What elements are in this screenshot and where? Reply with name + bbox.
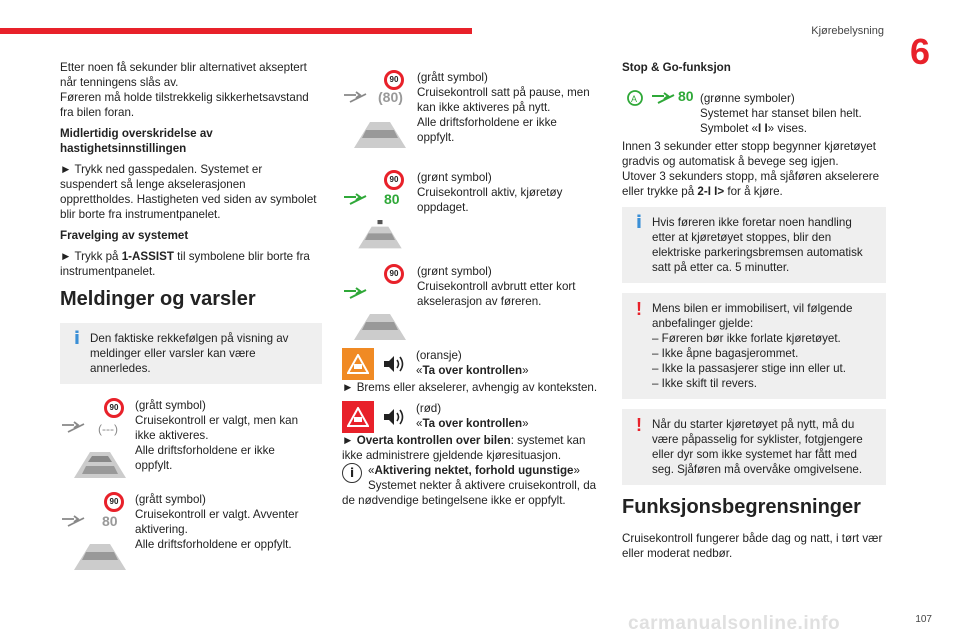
left-column bbox=[60, 60, 322, 586]
message-item bbox=[60, 398, 322, 492]
cruise-value: 80 bbox=[102, 513, 118, 529]
stop-go-text: (grønne symboler) Systemet har stanset bilen helt. Symbolet «I I» vises. bbox=[700, 92, 862, 135]
warning-note: ! Når du starter kjøretøyet på nytt, må du være påpasselig for syklister, fotgjengere eller dyr som ikke systemet har fått med seg. Sjåføren må overvåke omgivelsene. bbox=[622, 409, 886, 485]
road-icon bbox=[352, 312, 408, 342]
section-title: Meldinger og varsler bbox=[60, 288, 256, 310]
info-circle-icon: i bbox=[342, 463, 362, 483]
paragraph: Cruisekontroll fungerer både dag og natt, i tørt vær eller moderat nedbør. bbox=[622, 532, 883, 560]
message-item bbox=[342, 170, 604, 264]
road-icon bbox=[72, 542, 128, 572]
message-text: (grønt symbol) Cruisekontroll avbrutt etter kort akselerasjon av føreren. bbox=[417, 265, 576, 308]
cruise-control-icon bbox=[342, 90, 372, 106]
cruise-control-icon bbox=[650, 91, 680, 107]
speed-limit-sign-icon: 90 bbox=[384, 70, 404, 90]
message-text: (grønt symbol) Cruisekontroll aktiv, kjøretøy oppdaget. bbox=[417, 171, 563, 214]
exclamation-icon: ! bbox=[636, 415, 642, 435]
message-item bbox=[342, 70, 604, 164]
page-number: 107 bbox=[915, 614, 932, 625]
cruise-value: (---) bbox=[98, 422, 118, 436]
subheading-overspeed: Midlertidig overskridelse av hastighetsinnstillingen bbox=[60, 127, 213, 155]
speed-limit-sign-icon: 90 bbox=[384, 264, 404, 284]
info-note: i Den faktiske rekkefølgen på visning av meldinger eller varsler kan være annerledes. bbox=[60, 323, 322, 384]
cruise-control-icon bbox=[342, 192, 372, 208]
info-note: i Hvis føreren ikke foretar noen handling etter at kjøretøyet stoppes, blir den elektriske parkeringsbremsen automatisk satt på etter ca. 5 minutter. bbox=[622, 207, 886, 283]
chapter-number: 6 bbox=[909, 31, 930, 72]
warning-message: (oransje) «Ta over kontrollen» ► Brems eller akselerer, avhengig av konteksten. bbox=[342, 349, 598, 394]
road-icon bbox=[72, 450, 128, 480]
subheading-stop-go: Stop & Go-funksjon bbox=[622, 61, 731, 74]
speed-limit-sign-icon: 90 bbox=[104, 398, 124, 418]
paragraph: Etter noen få sekunder blir alternativet akseptert når tenningens slås av. Føreren må holde tilstrekkelig sikkerhetsavstand fra bilen foran. bbox=[60, 61, 309, 119]
message-item bbox=[60, 492, 322, 586]
take-over-alert-icon bbox=[342, 348, 374, 380]
speaker-icon bbox=[378, 348, 410, 380]
road-icon bbox=[352, 220, 408, 250]
warning-message: (rød) «Ta over kontrollen» ► Overta kontrollen over bilen: systemet kan ikke administrere gjeldende kjøresituasjon. bbox=[342, 402, 586, 462]
svg-text:A: A bbox=[631, 94, 638, 104]
speed-limit-sign-icon: 90 bbox=[104, 492, 124, 512]
warning-message: i «Aktivering nektet, forhold ugunstige» Systemet nekter å aktivere cruisekontroll, da de nødvendige betingelsene ikke er oppfylt. bbox=[342, 464, 597, 507]
cruise-value: 80 bbox=[384, 191, 400, 207]
cruise-value: 80 bbox=[678, 88, 694, 104]
cruise-control-icon bbox=[342, 286, 372, 302]
subheading-deselect: Fravelging av systemet bbox=[60, 229, 189, 242]
right-column bbox=[622, 60, 886, 567]
page-header-title: Kjørebelysning bbox=[811, 25, 884, 37]
cruise-control-icon bbox=[60, 420, 90, 436]
paragraph: Innen 3 sekunder etter stopp begynner kjøretøyet gradvis og automatisk å bevege seg igjen. Utover 3 sekunders stopp, må sjåføren akselerere eller trykke på 2-I I> for å kjøre. bbox=[622, 140, 880, 198]
paragraph: ► Trykk ned gasspedalen. Systemet er suspendert så lenge akselerasjonen opprettholdes. Hastigheten ved siden av symbolet blir borte fra instrumentpanelet. bbox=[60, 163, 317, 221]
watermark: carmanualsonline.info bbox=[628, 613, 841, 634]
take-over-alert-icon bbox=[342, 401, 374, 433]
speed-limit-sign-icon: 90 bbox=[384, 170, 404, 190]
message-text: (grått symbol) Cruisekontroll er valgt. Avventer aktivering. Alle driftsforholdene er oppfylt. bbox=[135, 493, 299, 551]
message-text: (grått symbol) Cruisekontroll er valgt, men kan ikke aktiveres. Alle driftsforholdene er ikke oppfylt. bbox=[135, 399, 299, 472]
stop-go-symbol-row bbox=[622, 89, 886, 139]
exclamation-icon: ! bbox=[636, 299, 642, 319]
cruise-control-icon bbox=[60, 514, 90, 530]
paragraph: ► Trykk på 1-ASSIST til symbolene blir borte fra instrumentpanelet. bbox=[60, 250, 310, 278]
middle-column bbox=[342, 70, 604, 508]
message-text: (grått symbol) Cruisekontroll satt på pause, men kan ikke aktiveres på nytt. Alle driftsforholdene er ikke oppfylt. bbox=[417, 71, 590, 144]
road-icon bbox=[352, 120, 408, 150]
message-item bbox=[342, 264, 604, 348]
header-bar bbox=[0, 28, 472, 34]
cruise-value: (80) bbox=[378, 89, 403, 105]
speaker-icon bbox=[378, 401, 410, 433]
section-title: Funksjonsbegrensninger bbox=[622, 496, 861, 518]
info-icon: i bbox=[73, 328, 81, 349]
vehicle-detected-icon bbox=[622, 89, 648, 107]
warning-note: ! Mens bilen er immobilisert, vil følgende anbefalinger gjelde: – Føreren bør ikke forlate kjøretøyet. – Ikke åpne bagasjerommet. – Ikke la passasjerer stige inn eller ut. – Ikke skift til revers. bbox=[622, 293, 886, 399]
info-icon: i bbox=[635, 212, 643, 233]
